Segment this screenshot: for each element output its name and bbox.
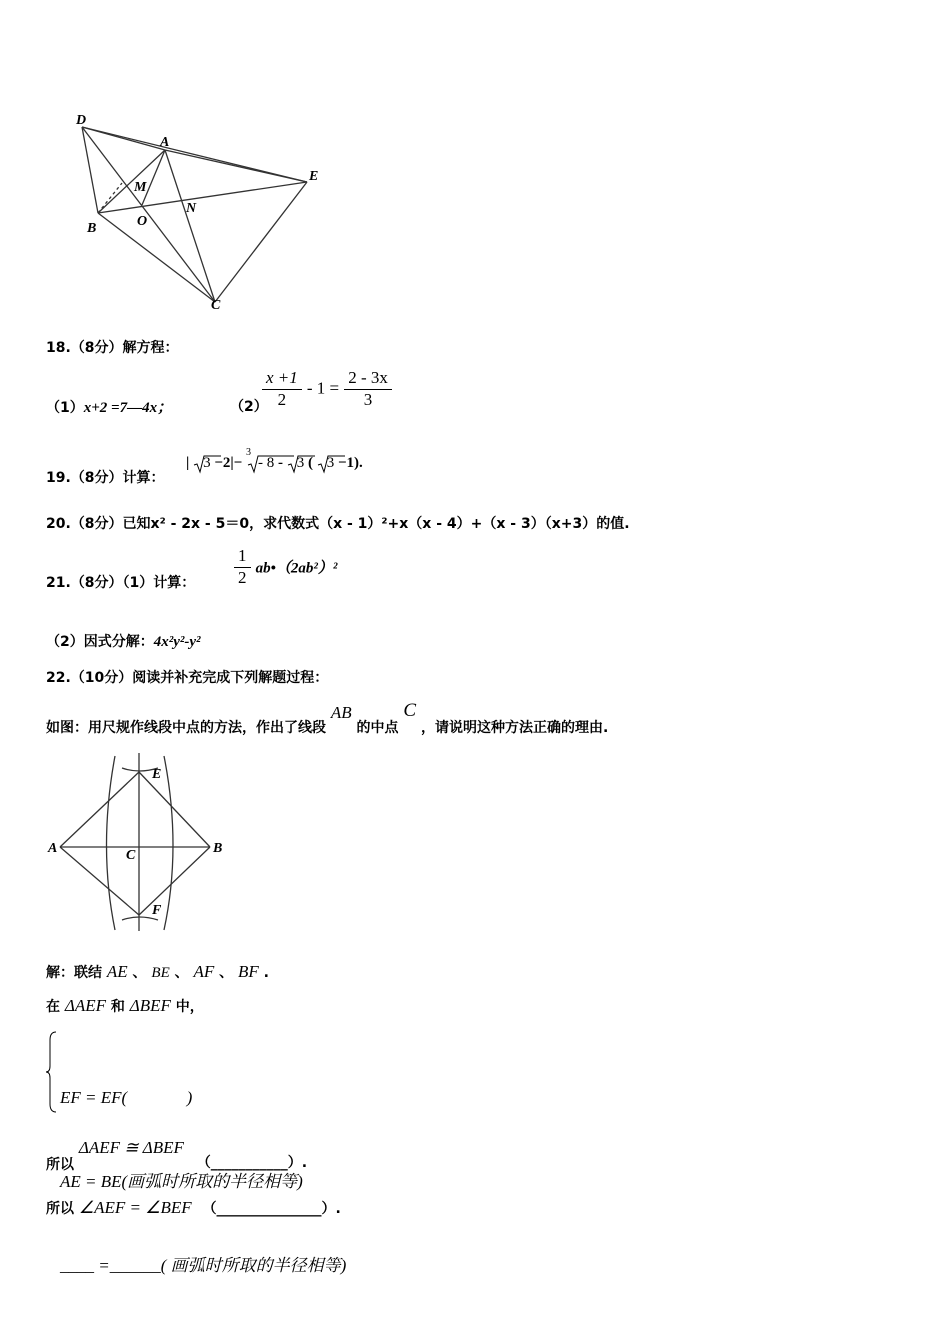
q21-product: ab•（2ab²）² — [255, 560, 338, 577]
q19-sqrt-2-value: 3 — [296, 455, 305, 471]
q22-solution-connect — [46, 962, 269, 982]
q22-angle-equality: ∠AEF = ∠BEF — [78, 1198, 192, 1217]
fig2-label-b: B — [213, 841, 223, 856]
fig2-label-a: A — [48, 841, 58, 856]
q22-intro — [46, 700, 609, 736]
sqrt-icon — [287, 454, 315, 474]
q22-so2-blank[interactable]: （_______________）. — [202, 1201, 341, 1217]
q18-fraction-1-den: 2 — [277, 390, 287, 409]
q22-in-suffix: 中， — [175, 999, 204, 1015]
q22-heading: 22.（10分）阅读并补充完成下列解题过程： — [46, 670, 329, 686]
q19-heading: 19.（8分）计算： — [46, 470, 165, 486]
q22-solution-prefix: 解：联结 — [46, 965, 102, 981]
q22-so1-label: 所以 — [46, 1157, 74, 1173]
q22-point-c: C — [403, 700, 417, 721]
q19-part1: −2|− — [214, 455, 243, 471]
q21-fraction-num: 1 — [234, 546, 251, 568]
q22-system-line-1-text: EF = EF( ) — [60, 1088, 193, 1107]
q22-triangles-line — [46, 996, 204, 1016]
q22-so2-label: 所以 — [46, 1201, 74, 1217]
q19-sqrt-3-value: 3 — [326, 455, 335, 471]
fig2-label-f: F — [152, 903, 162, 918]
q19-cube-radicand: - 8 — [257, 455, 275, 471]
q18-fraction-1-num: x +1 — [262, 368, 302, 390]
q18-part1-equation: x+2 =7—4x； — [83, 400, 173, 416]
q19-cube-index: 3 — [245, 447, 251, 458]
q22-intro-a: 如图：用尺规作线段中点的方法，作出了线段 — [46, 720, 326, 736]
geometry-figure-1 — [60, 105, 340, 320]
q22-segment-be: BE — [151, 965, 170, 981]
fig2-label-e: E — [152, 767, 162, 782]
q21-part2 — [46, 631, 201, 651]
fig1-label-a: A — [160, 135, 170, 150]
q18-fraction-2 — [344, 368, 392, 410]
q18-fraction-2-den: 3 — [363, 390, 373, 409]
q19-sqrt-1-value: 3 — [203, 455, 211, 471]
q22-system-line-1 — [60, 1084, 346, 1112]
q21-heading: 21.（8分）（1）计算： — [46, 575, 196, 591]
q21-fraction — [234, 546, 251, 588]
q22-so1-blank[interactable]: （___________）. — [196, 1155, 308, 1171]
fig1-label-e: E — [309, 169, 319, 184]
q20-line — [46, 513, 630, 533]
q22-and: 和 — [110, 999, 125, 1015]
q18-part2-equation — [262, 368, 392, 410]
fig2-label-c: C — [126, 848, 136, 863]
q19-expression — [186, 447, 363, 485]
q18-part2-label: （2） — [230, 399, 268, 415]
q22-separator: 、 — [219, 965, 234, 981]
q22-congruence: ΔAEF ≅ ΔBEF — [78, 1138, 184, 1157]
brace-icon — [46, 1030, 58, 1114]
q22-segment-ae: AE — [106, 962, 128, 981]
fig1-label-c: C — [211, 298, 221, 313]
q22-intro-b: 的中点 — [356, 720, 399, 736]
q22-so-congruent — [46, 1138, 308, 1173]
fig1-label-n: N — [186, 201, 197, 216]
q19-dash: - — [277, 455, 283, 471]
fig1-label-m: M — [134, 180, 147, 195]
q22-system-line-3 — [60, 1252, 346, 1280]
q22-segment-bf: BF — [238, 962, 259, 981]
q18-part1-label: （1） — [46, 400, 84, 416]
q21-part2-label: （2）因式分解： — [46, 634, 154, 650]
q19-part2: −1). — [337, 455, 363, 471]
q22-separator: 、 — [132, 965, 147, 981]
q18-heading: 18.（8分）解方程： — [46, 340, 179, 356]
q21-fraction-den: 2 — [238, 568, 247, 587]
q22-in-prefix: 在 — [46, 999, 60, 1015]
compass-construction-figure — [40, 748, 240, 938]
fig1-label-d: D — [76, 113, 87, 128]
q19-paren-open: ( — [307, 455, 313, 471]
q19-sqrt-3 — [317, 455, 335, 472]
q22-separator: 、 — [174, 965, 189, 981]
sqrt-icon — [317, 454, 345, 474]
q22-triangle-bef: ΔBEF — [129, 996, 171, 1015]
q22-system-line-2 — [60, 1168, 346, 1196]
q18-part1 — [46, 396, 172, 417]
q22-triangle-aef: ΔAEF — [64, 996, 107, 1015]
q21-part2-expression: 4x²y²-y² — [153, 634, 201, 650]
q19-sqrt-1 — [193, 455, 211, 472]
fig1-label-o: O — [137, 214, 148, 229]
q22-end-dot: . — [263, 965, 269, 981]
q22-system-line-3-text: ____ =______( 画弧时所取的半径相等) — [60, 1256, 347, 1275]
q22-so-angles — [46, 1198, 341, 1218]
q22-intro-c: ，请说明这种方法正确的理由. — [420, 720, 609, 736]
q18-fraction-1 — [262, 368, 302, 410]
q19-cube-root — [245, 447, 275, 472]
q19-sqrt-2 — [287, 455, 305, 472]
fig1-label-b: B — [87, 221, 97, 236]
q22-system-line-2-text: AE = BE(画弧时所取的半径相等) — [60, 1172, 303, 1191]
q19-abs-bar: | — [186, 455, 190, 471]
q18-equation-middle: - 1 = — [306, 378, 340, 398]
sqrt-icon — [193, 454, 221, 474]
q22-segment-ab: AB — [330, 703, 352, 722]
q22-segment-af: AF — [193, 962, 215, 981]
q18-fraction-2-num: 2 - 3x — [344, 368, 392, 390]
q20-heading: 20.（8分）已知 — [46, 516, 151, 532]
q20-equation: x² - 2x - 5＝0，求代数式（x - 1）²+x（x - 4）+（x - 3）（x+3）的值. — [150, 516, 630, 532]
q21-expression — [234, 546, 337, 588]
